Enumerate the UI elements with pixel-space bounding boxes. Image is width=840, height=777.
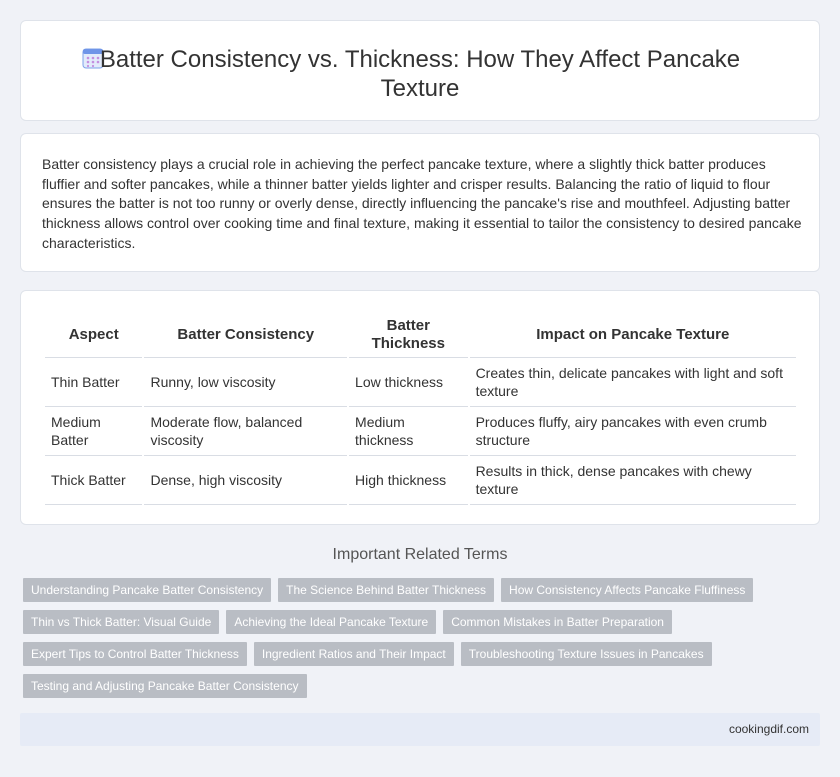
table-card	[20, 290, 820, 525]
table-cell: Moderate flow, balanced viscosity	[144, 407, 347, 456]
table-cell: Thin Batter	[45, 358, 142, 407]
header-aspect: Aspect	[45, 313, 142, 358]
related-term-link[interactable]: Ingredient Ratios and Their Impact	[254, 642, 454, 666]
intro-paragraph: Batter consistency plays a crucial role in achieving the perfect pancake texture, where a slightly thick batter produces fluffier and softer pancakes, while a thinner batter yields lighter and crisper results. Balancing the ratio of liquid to flour ensures the batter is not too runny or overly dense, directly influencing the pancake's rise and mouthfeel. Adjusting batter thickness allows control over cooking time and final texture, making it essential to tailor the consistency to desired pancake characteristics.	[42, 156, 802, 251]
intro-card	[20, 133, 820, 272]
related-term-link[interactable]: Achieving the Ideal Pancake Texture	[226, 610, 436, 634]
table-row	[45, 456, 796, 505]
table-cell: Results in thick, dense pancakes with chewy texture	[470, 456, 796, 505]
related-term-link[interactable]: How Consistency Affects Pancake Fluffiness	[501, 578, 753, 602]
related-term-link[interactable]: Testing and Adjusting Pancake Batter Consistency	[23, 674, 307, 698]
related-term-link[interactable]: Expert Tips to Control Batter Thickness	[23, 642, 247, 666]
related-term-link[interactable]: Troubleshooting Texture Issues in Pancakes	[461, 642, 712, 666]
related-terms-list	[23, 578, 783, 706]
table-cell: Creates thin, delicate pancakes with light and soft texture	[470, 358, 796, 407]
table-row	[45, 407, 796, 456]
table-cell: Medium Batter	[45, 407, 142, 456]
table-cell: Runny, low viscosity	[144, 358, 347, 407]
header-impact: Impact on Pancake Texture	[470, 313, 796, 358]
table-row	[45, 358, 796, 407]
header-card	[20, 20, 820, 121]
related-term-link[interactable]: The Science Behind Batter Thickness	[278, 578, 494, 602]
related-term-link[interactable]: Common Mistakes in Batter Preparation	[443, 610, 672, 634]
footer-site-name[interactable]: cookingdif.com	[728, 722, 809, 736]
table-cell: High thickness	[349, 456, 468, 505]
related-term-link[interactable]: Understanding Pancake Batter Consistency	[23, 578, 271, 602]
related-terms-title: Important Related Terms	[332, 546, 508, 563]
table-cell: Low thickness	[349, 358, 468, 407]
comparison-table	[43, 313, 798, 505]
table-cell: Medium thickness	[349, 407, 468, 456]
related-term-link[interactable]: Thin vs Thick Batter: Visual Guide	[23, 610, 219, 634]
table-cell: Produces fluffy, airy pancakes with even crumb structure	[470, 407, 796, 456]
table-cell: Dense, high viscosity	[144, 456, 347, 505]
header-batter-thickness: Batter Thickness	[349, 313, 468, 358]
footer	[20, 713, 820, 746]
table-cell: Thick Batter	[45, 456, 142, 505]
table-header-row	[45, 313, 796, 358]
header-batter-consistency: Batter Consistency	[144, 313, 347, 358]
page-title: Batter Consistency vs. Thickness: How They Affect Pancake Texture	[99, 46, 741, 102]
